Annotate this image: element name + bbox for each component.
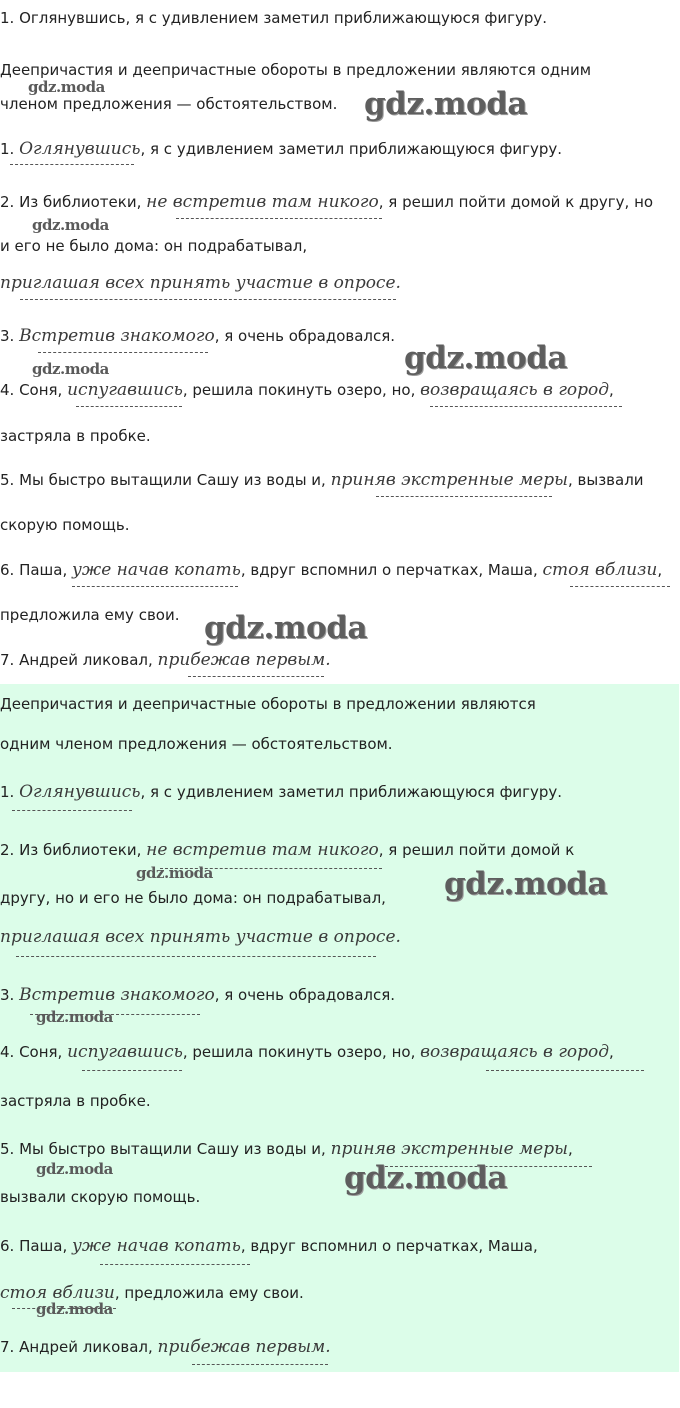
participle-phrase: приглашая всех принять участие в опросе. <box>0 927 401 947</box>
sentence-text: , я с удивлением заметил приближающуюся фигуру. <box>140 783 563 801</box>
sentence-text: , <box>609 1043 614 1061</box>
intro-line: членом предложения — обстоятельством. <box>0 95 338 113</box>
sentence-text: 5. Мы быстро вытащили Сашу из воды и, <box>0 471 331 489</box>
dashed-underline <box>76 406 182 407</box>
sentence-text: , предложила ему свои. <box>114 1284 304 1302</box>
watermark: gdz.moda <box>136 864 213 882</box>
watermark: gdz.moda <box>32 360 109 378</box>
dashed-underline <box>20 299 396 300</box>
watermark: gdz.moda <box>28 78 105 96</box>
sentence-number: 3. <box>0 327 20 345</box>
sentence-text: , решила покинуть озеро, но, <box>182 381 421 399</box>
participle-phrase: прибежав первым. <box>157 1337 331 1357</box>
participle-phrase: уже начав копать <box>72 1236 241 1256</box>
sentence-4 <box>0 1040 614 1064</box>
dashed-underline <box>192 1364 328 1365</box>
participle-phrase: Оглянувшись <box>19 782 141 802</box>
sentence-text: 7. Андрей ликовал, <box>0 1338 158 1356</box>
sentence-text: , я с удивлением заметил приближающуюся фигуру. <box>140 140 563 158</box>
sentence-4 <box>0 378 614 402</box>
task-sentence: 1. Оглянувшись, я с удивлением заметил приближающуюся фигуру. <box>0 9 548 27</box>
dashed-underline <box>188 676 324 677</box>
watermark: gdz.moda <box>444 866 607 902</box>
intro-line: Деепричастия и деепричастные обороты в предложении являются <box>0 695 536 713</box>
sentence-5 <box>0 1137 573 1161</box>
sentence-2 <box>0 190 653 214</box>
sentence-text: 5. Мы быстро вытащили Сашу из воды и, <box>0 1140 331 1158</box>
watermark: gdz.moda <box>32 216 109 234</box>
sentence-text: , <box>609 381 614 399</box>
dashed-underline <box>376 496 552 497</box>
sentence-6 <box>0 1234 538 1258</box>
sentence-7 <box>0 648 331 672</box>
participle-phrase: возвращаясь в город <box>420 1042 610 1062</box>
dashed-underline <box>38 352 208 353</box>
watermark: gdz.moda <box>344 1160 507 1196</box>
sentence-text: , <box>567 1140 573 1158</box>
participle-phrase: не встретив там никого <box>146 192 379 212</box>
sentence-text: , <box>657 561 663 579</box>
sentence-5 <box>0 468 644 492</box>
participle-phrase: возвращаясь в город <box>420 380 610 400</box>
dashed-underline <box>570 586 670 587</box>
sentence-text: , вдруг вспомнил о перчатках, Маша, <box>240 561 543 579</box>
watermark: gdz.moda <box>36 1160 113 1178</box>
sentence-5-line-2: вызвали скорую помощь. <box>0 1188 201 1206</box>
sentence-text: , я очень обрадовался. <box>214 986 396 1004</box>
participle-phrase: прибежав первым. <box>157 650 331 670</box>
participle-phrase: Встретив знакомого <box>19 985 215 1005</box>
dashed-underline <box>100 1264 250 1265</box>
sentence-text: , решила покинуть озеро, но, <box>182 1043 421 1061</box>
dashed-underline <box>12 810 132 811</box>
participle-phrase: Встретив знакомого <box>19 326 215 346</box>
dashed-underline <box>72 586 238 587</box>
dashed-underline <box>10 164 134 165</box>
sentence-number: 3. <box>0 986 20 1004</box>
sentence-text: 7. Андрей ликовал, <box>0 651 158 669</box>
participle-phrase: испугавшись <box>67 1042 183 1062</box>
watermark: gdz.moda <box>364 86 527 122</box>
watermark: gdz.moda <box>404 340 567 376</box>
participle-phrase: приняв экстренные меры <box>330 1139 568 1159</box>
sentence-text: , я решил пойти домой к <box>378 841 575 859</box>
sentence-3 <box>0 983 395 1007</box>
participle-phrase: приняв экстренные меры <box>330 470 568 490</box>
sentence-2 <box>0 838 574 862</box>
sentence-5-line-2: скорую помощь. <box>0 516 130 534</box>
watermark: gdz.moda <box>36 1008 113 1026</box>
participle-phrase: приглашая всех принять участие в опросе. <box>0 273 401 293</box>
sentence-text: 2. Из библиотеки, <box>0 841 147 859</box>
sentence-4-line-2: застряла в пробке. <box>0 427 151 445</box>
participle-phrase: стоя вблизи <box>542 560 658 580</box>
participle-phrase: уже начав копать <box>72 560 241 580</box>
sentence-3 <box>0 324 395 348</box>
sentence-text: 6. Паша, <box>0 1237 73 1255</box>
sentence-text: 6. Паша, <box>0 561 73 579</box>
watermark: gdz.moda <box>36 1300 113 1318</box>
dashed-underline <box>16 956 376 957</box>
intro-line: Деепричастия и деепричастные обороты в предложении являются одним <box>0 61 592 79</box>
sentence-text: , я очень обрадовался. <box>214 327 396 345</box>
sentence-2-line-2: другу, но и его не было дома: он подрабатывал, <box>0 889 386 907</box>
dashed-underline <box>176 218 382 219</box>
sentence-6-line-2: предложила ему свои. <box>0 606 180 624</box>
participle-phrase: испугавшись <box>67 380 183 400</box>
sentence-text: , вдруг вспомнил о перчатках, Маша, <box>240 1237 538 1255</box>
dashed-underline <box>82 1070 182 1071</box>
participle-phrase: Оглянувшись <box>19 139 141 159</box>
sentence-text: 2. Из библиотеки, <box>0 193 147 211</box>
sentence-text: 4. Соня, <box>0 1043 68 1061</box>
sentence-1 <box>0 780 562 804</box>
watermark: gdz.moda <box>204 610 367 646</box>
dashed-underline <box>430 406 622 407</box>
participle-phrase: не встретив там никого <box>146 840 379 860</box>
sentence-text: , вызвали <box>567 471 644 489</box>
sentence-1 <box>0 137 562 161</box>
sentence-number: 1. <box>0 140 20 158</box>
sentence-4-line-2: застряла в пробке. <box>0 1092 151 1110</box>
sentence-2-line-2: и его не было дома: он подрабатывал, <box>0 237 308 255</box>
sentence-6 <box>0 558 662 582</box>
intro-line: одним членом предложения — обстоятельством. <box>0 735 393 753</box>
dashed-underline <box>486 1070 644 1071</box>
sentence-7 <box>0 1335 331 1359</box>
sentence-text: , я решил пойти домой к другу, но <box>378 193 654 211</box>
participle-phrase: стоя вблизи <box>0 1283 115 1303</box>
sentence-text: 4. Соня, <box>0 381 68 399</box>
sentence-number: 1. <box>0 783 20 801</box>
